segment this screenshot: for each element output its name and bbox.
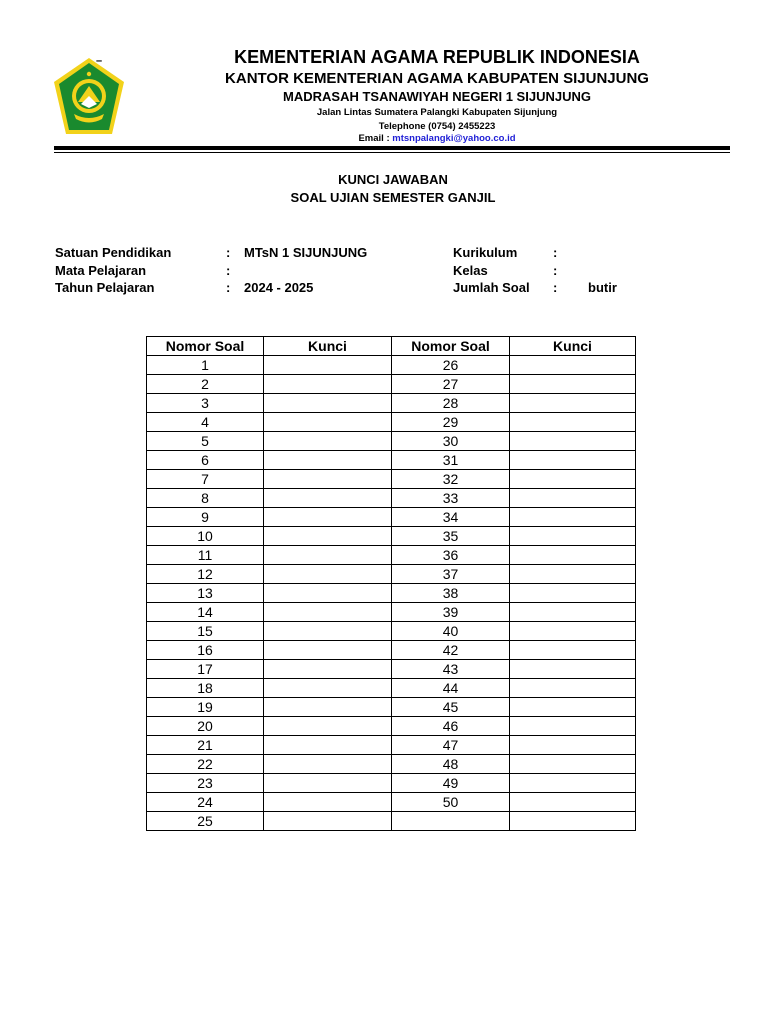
nomor-soal-cell: 40	[392, 622, 510, 641]
email-label: Email :	[358, 133, 393, 144]
table-row	[147, 717, 636, 736]
kunci-cell	[264, 679, 392, 698]
kunci-cell	[510, 736, 636, 755]
nomor-soal-cell: 39	[392, 603, 510, 622]
kunci-cell	[510, 622, 636, 641]
kunci-cell	[264, 546, 392, 565]
kunci-cell	[264, 375, 392, 394]
nomor-soal-cell: 23	[147, 774, 264, 793]
nomor-soal-cell: 43	[392, 660, 510, 679]
table-row	[147, 546, 636, 565]
kurikulum-label: Kurikulum	[453, 245, 518, 260]
kunci-cell	[510, 755, 636, 774]
nomor-soal-cell: 30	[392, 432, 510, 451]
kemenag-logo-icon	[52, 56, 126, 138]
nomor-soal-cell: 20	[147, 717, 264, 736]
table-row	[147, 451, 636, 470]
school-title: MADRASAH TSANAWIYAH NEGERI 1 SIJUNJUNG	[283, 89, 591, 104]
telephone: Telephone (0754) 2455223	[378, 121, 496, 132]
nomor-soal-cell: 18	[147, 679, 264, 698]
nomor-soal-cell: 21	[147, 736, 264, 755]
nomor-soal-cell: 45	[392, 698, 510, 717]
nomor-soal-cell: 19	[147, 698, 264, 717]
jumlah-soal-unit: butir	[588, 280, 617, 295]
kunci-cell	[510, 356, 636, 375]
ministry-title: KEMENTERIAN AGAMA REPUBLIK INDONESIA	[234, 47, 640, 67]
kunci-cell	[264, 565, 392, 584]
kunci-cell	[510, 584, 636, 603]
kunci-cell	[264, 641, 392, 660]
kunci-cell	[510, 413, 636, 432]
table-row	[147, 774, 636, 793]
satuan-colon: :	[226, 245, 231, 260]
nomor-soal-cell: 13	[147, 584, 264, 603]
nomor-soal-cell: 42	[392, 641, 510, 660]
kunci-cell	[264, 793, 392, 812]
table-row	[147, 394, 636, 413]
kunci-cell	[264, 527, 392, 546]
nomor-soal-cell: 38	[392, 584, 510, 603]
table-row	[147, 489, 636, 508]
kunci-cell	[264, 584, 392, 603]
nomor-soal-cell: 2	[147, 375, 264, 394]
nomor-soal-cell: 25	[147, 812, 264, 831]
kunci-cell	[510, 641, 636, 660]
kunci-cell	[264, 755, 392, 774]
nomor-soal-cell: 29	[392, 413, 510, 432]
nomor-soal-cell	[392, 812, 510, 831]
table-row	[147, 736, 636, 755]
table-row	[147, 565, 636, 584]
kunci-cell	[264, 489, 392, 508]
jumlah-soal-label: Jumlah Soal	[453, 280, 530, 295]
office-title: KANTOR KEMENTERIAN AGAMA KABUPATEN SIJUNJUNG	[225, 70, 649, 87]
kunci-cell	[264, 736, 392, 755]
tahun-value: 2024 - 2025	[244, 280, 314, 295]
kunci-cell	[510, 375, 636, 394]
table-row	[147, 470, 636, 489]
kunci-cell	[264, 470, 392, 489]
nomor-soal-cell: 47	[392, 736, 510, 755]
kunci-cell	[510, 527, 636, 546]
kunci-cell	[264, 603, 392, 622]
nomor-soal-cell: 14	[147, 603, 264, 622]
kunci-cell	[510, 793, 636, 812]
nomor-soal-cell: 46	[392, 717, 510, 736]
nomor-soal-cell: 34	[392, 508, 510, 527]
kunci-cell	[264, 774, 392, 793]
kunci-cell	[510, 774, 636, 793]
nomor-soal-cell: 5	[147, 432, 264, 451]
nomor-soal-cell: 4	[147, 413, 264, 432]
header-nomor-soal-1: Nomor Soal	[147, 337, 264, 356]
kunci-cell	[510, 508, 636, 527]
kunci-cell	[264, 508, 392, 527]
header-nomor-soal-2: Nomor Soal	[392, 337, 510, 356]
table-row	[147, 679, 636, 698]
nomor-soal-cell: 33	[392, 489, 510, 508]
table-row	[147, 812, 636, 831]
nomor-soal-cell: 11	[147, 546, 264, 565]
table-row	[147, 793, 636, 812]
nomor-soal-cell: 48	[392, 755, 510, 774]
kunci-cell	[510, 679, 636, 698]
nomor-soal-cell: 49	[392, 774, 510, 793]
nomor-soal-cell: 22	[147, 755, 264, 774]
nomor-soal-cell: 16	[147, 641, 264, 660]
kelas-label: Kelas	[453, 263, 488, 278]
email-link[interactable]: mtsnpalangki@yahoo.co.id	[392, 133, 516, 144]
tahun-label: Tahun Pelajaran	[55, 280, 155, 295]
table-row	[147, 641, 636, 660]
mapel-label: Mata Pelajaran	[55, 263, 147, 278]
kunci-cell	[264, 413, 392, 432]
kunci-cell	[510, 717, 636, 736]
jumlah-soal-colon: :	[553, 280, 558, 295]
kunci-cell	[264, 660, 392, 679]
kunci-cell	[264, 394, 392, 413]
nomor-soal-cell: 24	[147, 793, 264, 812]
nomor-soal-cell: 3	[147, 394, 264, 413]
table-row	[147, 698, 636, 717]
nomor-soal-cell: 28	[392, 394, 510, 413]
nomor-soal-cell: 12	[147, 565, 264, 584]
kunci-cell	[264, 432, 392, 451]
header-rule-thin	[54, 152, 730, 153]
nomor-soal-cell: 9	[147, 508, 264, 527]
table-row	[147, 622, 636, 641]
nomor-soal-cell: 36	[392, 546, 510, 565]
table-body	[147, 356, 636, 831]
kunci-cell	[510, 546, 636, 565]
document-title: KUNCI JAWABAN	[338, 172, 448, 187]
kunci-cell	[510, 432, 636, 451]
satuan-value: MTsN 1 SIJUNJUNG	[244, 245, 368, 260]
nomor-soal-cell: 17	[147, 660, 264, 679]
nomor-soal-cell: 15	[147, 622, 264, 641]
nomor-soal-cell: 35	[392, 527, 510, 546]
header-kunci-2: Kunci	[510, 337, 636, 356]
table-row	[147, 413, 636, 432]
kunci-cell	[264, 812, 392, 831]
kunci-cell	[510, 603, 636, 622]
kunci-cell	[510, 451, 636, 470]
email-line	[130, 133, 744, 144]
table-row	[147, 527, 636, 546]
kunci-cell	[510, 565, 636, 584]
satuan-label: Satuan Pendidikan	[55, 245, 172, 260]
kunci-cell	[510, 660, 636, 679]
kunci-cell	[264, 698, 392, 717]
nomor-soal-cell: 31	[392, 451, 510, 470]
kurikulum-colon: :	[553, 245, 558, 260]
kunci-cell	[510, 812, 636, 831]
nomor-soal-cell: 32	[392, 470, 510, 489]
tahun-colon: :	[226, 280, 231, 295]
table-row	[147, 584, 636, 603]
nomor-soal-cell: 37	[392, 565, 510, 584]
address: Jalan Lintas Sumatera Palangki Kabupaten Sijunjung	[316, 107, 558, 118]
kunci-cell	[510, 698, 636, 717]
mapel-colon: :	[226, 263, 231, 278]
nomor-soal-cell: 7	[147, 470, 264, 489]
table-row	[147, 356, 636, 375]
table-row	[147, 375, 636, 394]
nomor-soal-cell: 26	[392, 356, 510, 375]
document-subtitle: SOAL UJIAN SEMESTER GANJIL	[290, 190, 496, 205]
kunci-cell	[264, 717, 392, 736]
nomor-soal-cell: 1	[147, 356, 264, 375]
table-row	[147, 755, 636, 774]
table-row	[147, 432, 636, 451]
kunci-cell	[510, 394, 636, 413]
header-rule-thick	[54, 146, 730, 150]
header-kunci-1: Kunci	[264, 337, 392, 356]
kunci-cell	[510, 470, 636, 489]
kunci-cell	[264, 356, 392, 375]
kunci-cell	[264, 622, 392, 641]
header-dash: –	[96, 55, 103, 67]
nomor-soal-cell: 6	[147, 451, 264, 470]
table-row	[147, 660, 636, 679]
table-row	[147, 603, 636, 622]
nomor-soal-cell: 8	[147, 489, 264, 508]
answer-key-table	[146, 336, 636, 831]
nomor-soal-cell: 27	[392, 375, 510, 394]
kunci-cell	[510, 489, 636, 508]
kunci-cell	[264, 451, 392, 470]
nomor-soal-cell: 44	[392, 679, 510, 698]
table-row	[147, 508, 636, 527]
table-header-row	[147, 337, 636, 356]
kelas-colon: :	[553, 263, 558, 278]
nomor-soal-cell: 10	[147, 527, 264, 546]
nomor-soal-cell: 50	[392, 793, 510, 812]
